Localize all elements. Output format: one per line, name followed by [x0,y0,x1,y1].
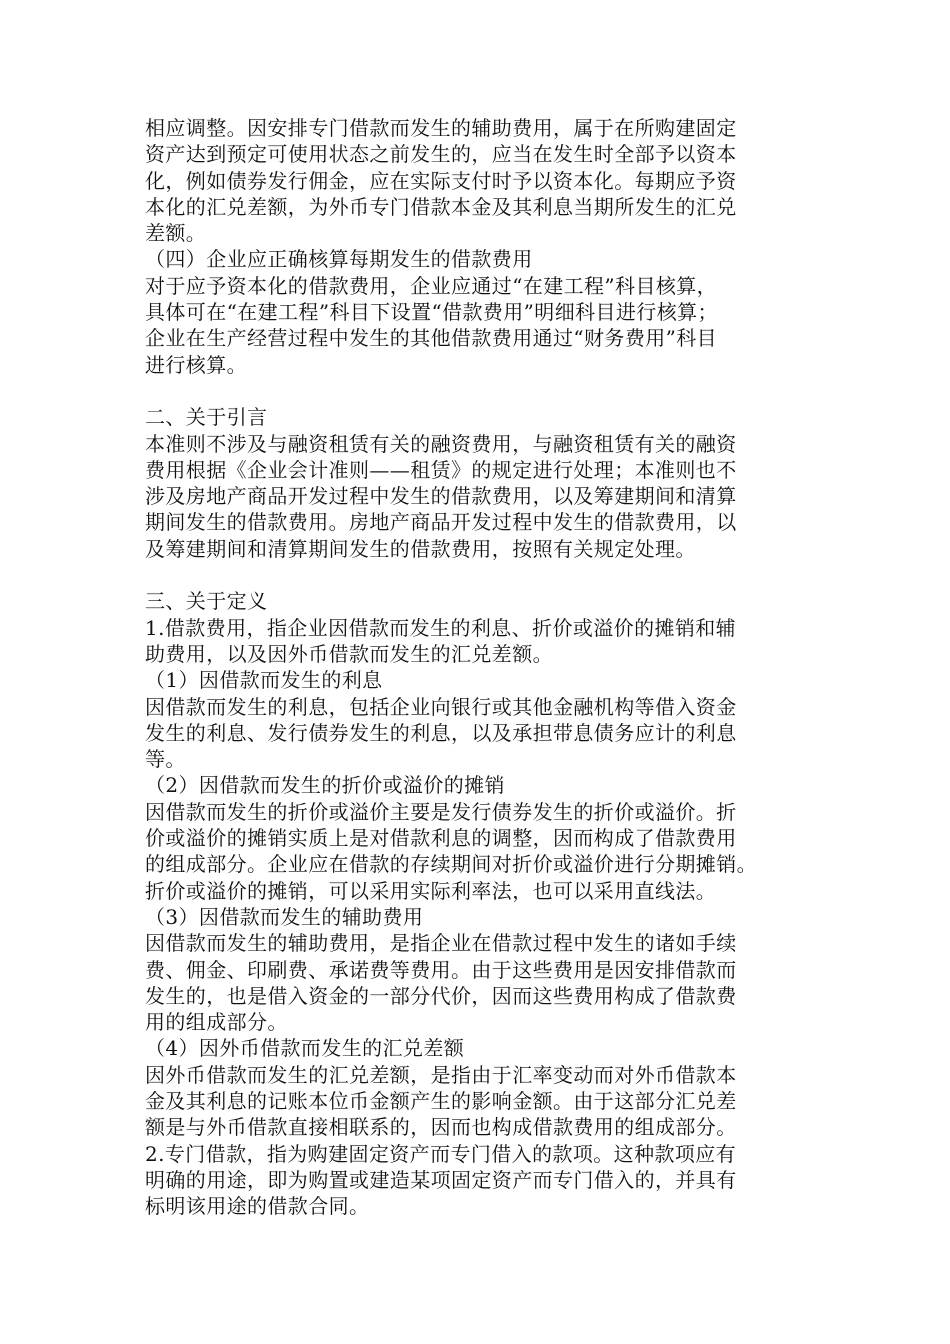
blank-line [145,562,815,588]
text-line: 本准则不涉及与融资租赁有关的融资费用，与融资租赁有关的融资 [145,431,737,456]
text-line: 期间发生的借款费用。房地产商品开发过程中发生的借款费用，以 [145,510,737,535]
text-line: 对于应予资本化的借款费用，企业应通过“在建工程”科目核算， [145,273,718,298]
text-line: 发生的利息、发行债券发生的利息，以及承担带息债务应计的利息 [145,720,737,745]
text-line: 额是与外币借款直接相联系的，因而也构成借款费用的组成部分。 [145,1115,737,1140]
text-line: 助费用，以及因外币借款而发生的汇兑差额。 [145,641,553,666]
text-line: 费、佣金、印刷费、承诺费等费用。由于这些费用是因安排借款而 [145,957,737,982]
text-line: 费用根据《企业会计准则——租赁》的规定进行处理；本准则也不 [145,457,737,482]
text-line: 用的组成部分。 [145,1010,288,1035]
text-line: 因借款而发生的折价或溢价主要是发行债券发生的折价或溢价。折 [145,799,737,824]
section-heading: 三、关于定义 [145,589,268,614]
subsection-heading: （1）因借款而发生的利息 [145,668,383,693]
text-line: 相应调整。因安排专门借款而发生的辅助费用，属于在所购建固定 [145,116,737,140]
text-line: 因借款而发生的辅助费用，是指企业在借款过程中发生的诸如手续 [145,931,737,956]
text-line: 金及其利息的记账本位币金额产生的影响金额。由于这部分汇兑差 [145,1088,737,1113]
text-line: 因借款而发生的利息，包括企业向银行或其他金融机构等借入资金 [145,694,737,719]
text-line: 折价或溢价的摊销，可以采用实际利率法，也可以采用直线法。 [145,878,717,903]
text-line: 具体可在“在建工程”科目下设置“借款费用”明细科目进行核算； [145,300,718,325]
document-body [145,115,815,1219]
section-heading: （四）企业应正确核算每期发生的借款费用 [145,247,533,272]
text-line: 因外币借款而发生的汇兑差额，是指由于汇率变动而对外币借款本 [145,1062,737,1087]
text-line: 明确的用途，即为购置或建造某项固定资产而专门借入的，并具有 [145,1167,737,1192]
text-line: 及筹建期间和清算期间发生的借款费用，按照有关规定处理。 [145,536,696,561]
subsection-heading: （3）因借款而发生的辅助费用 [145,904,424,929]
text-line: 1.借款费用，指企业因借款而发生的利息、折价或溢价的摊销和辅 [145,615,737,640]
text-line: 标明该用途的借款合同。 [145,1194,370,1219]
text-line: 本化的汇兑差额，为外币专门借款本金及其利息当期所发生的汇兑 [145,194,737,219]
blank-line [145,378,815,404]
text-line: 差额。 [145,221,207,246]
subsection-heading: （4）因外币借款而发生的汇兑差额 [145,1036,465,1061]
text-line: 价或溢价的摊销实质上是对借款利息的调整，因而构成了借款费用 [145,826,737,851]
text-line: 资产达到预定可使用状态之前发生的，应当在发生时全部予以资本 [145,142,737,167]
text-line: 的组成部分。企业应在借款的存续期间对折价或溢价进行分期摊销。 [145,852,757,877]
text-line: 发生的，也是借入资金的一部分代价，因而这些费用构成了借款费 [145,983,737,1008]
section-heading: 二、关于引言 [145,405,268,430]
text-line: 等。 [145,747,186,772]
text-line: 进行核算。 [145,352,247,377]
text-line: 化，例如债券发行佣金，应在实际支付时予以资本化。每期应予资 [145,168,737,193]
text-line: 企业在生产经营过程中发生的其他借款费用通过“财务费用”科目 [145,326,718,351]
subsection-heading: （2）因借款而发生的折价或溢价的摊销 [145,773,505,798]
text-line: 涉及房地产商品开发过程中发生的借款费用，以及筹建期间和清算 [145,484,737,509]
text-line: 2.专门借款，指为购建固定资产而专门借入的款项。这种款项应有 [145,1141,737,1166]
